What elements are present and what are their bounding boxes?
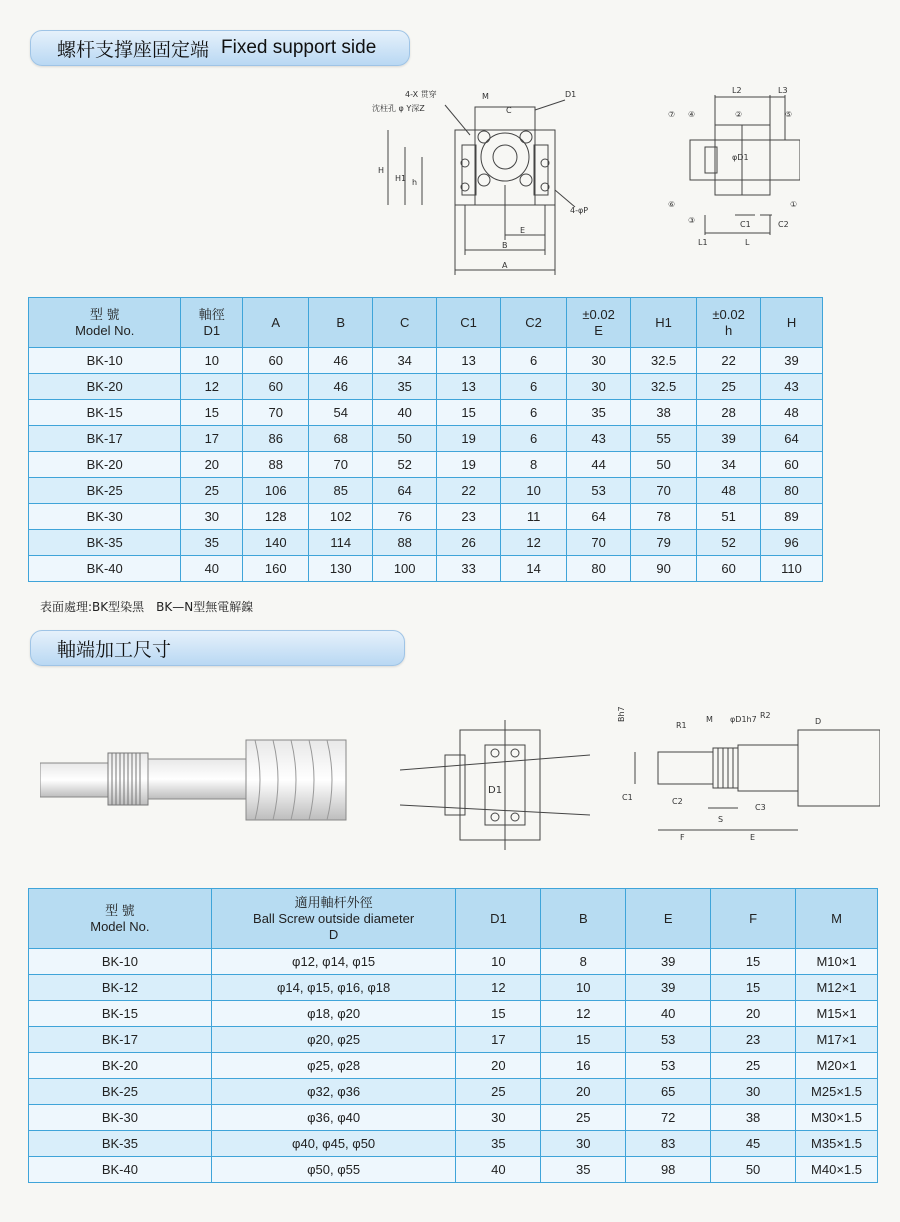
table-cell: 88 bbox=[373, 530, 437, 556]
table-cell: 28 bbox=[697, 400, 761, 426]
drawing4-label-f: F bbox=[680, 833, 685, 842]
table2-header-line: D bbox=[328, 926, 339, 942]
table-cell: 22 bbox=[697, 348, 761, 374]
table1-header-cell bbox=[567, 298, 631, 348]
table-cell: 51 bbox=[697, 504, 761, 530]
table-cell: 70 bbox=[243, 400, 309, 426]
table-cell: BK-15 bbox=[29, 1001, 212, 1027]
table-cell: 53 bbox=[626, 1053, 711, 1079]
table-cell: BK-17 bbox=[29, 426, 181, 452]
table-cell: 10 bbox=[501, 478, 567, 504]
drawing1-label-p: 4-φP bbox=[570, 206, 589, 215]
table-cell: 40 bbox=[626, 1001, 711, 1027]
table-row bbox=[29, 452, 823, 478]
table-cell: 46 bbox=[309, 348, 373, 374]
table-cell: 10 bbox=[181, 348, 243, 374]
drawing2-label-l: L bbox=[745, 238, 750, 247]
table-cell: 30 bbox=[456, 1105, 541, 1131]
table1-header-cell bbox=[697, 298, 761, 348]
table2-header-cell bbox=[211, 889, 456, 949]
table-cell: 6 bbox=[501, 400, 567, 426]
table-cell: 64 bbox=[567, 504, 631, 530]
table-cell: 86 bbox=[243, 426, 309, 452]
table-cell: 34 bbox=[697, 452, 761, 478]
table-cell: φ25, φ28 bbox=[211, 1053, 456, 1079]
table-cell: φ32, φ36 bbox=[211, 1079, 456, 1105]
table-cell: 39 bbox=[626, 949, 711, 975]
table-cell: 64 bbox=[373, 478, 437, 504]
table2-header-cell bbox=[541, 889, 626, 949]
table-cell: 44 bbox=[567, 452, 631, 478]
table2-header-line: D1 bbox=[490, 910, 507, 926]
table1-header-cell bbox=[243, 298, 309, 348]
table1-header-cell bbox=[181, 298, 243, 348]
table-cell: 32.5 bbox=[631, 348, 697, 374]
table1-header-cell bbox=[309, 298, 373, 348]
table-cell: 25 bbox=[711, 1053, 796, 1079]
table2-header-line: Model No. bbox=[90, 918, 150, 934]
table-cell: 43 bbox=[567, 426, 631, 452]
table-cell: 79 bbox=[631, 530, 697, 556]
table1-header-bottom: Model No. bbox=[75, 322, 135, 338]
table-cell: 43 bbox=[761, 374, 823, 400]
table-cell: 30 bbox=[711, 1079, 796, 1105]
table-cell: φ18, φ20 bbox=[211, 1001, 456, 1027]
table-cell: BK-30 bbox=[29, 504, 181, 530]
table-cell: 88 bbox=[243, 452, 309, 478]
table-cell: 60 bbox=[243, 348, 309, 374]
table-cell: M35×1.5 bbox=[796, 1131, 878, 1157]
table-cell: 53 bbox=[626, 1027, 711, 1053]
table-cell: 64 bbox=[761, 426, 823, 452]
drawing4-label-r2: R2 bbox=[760, 711, 771, 720]
drawing1-label-d1: D1 bbox=[565, 90, 577, 99]
table-cell: M40×1.5 bbox=[796, 1157, 878, 1183]
table-row bbox=[29, 1105, 878, 1131]
drawing2-label-2: ② bbox=[735, 110, 743, 119]
table1-header-top: 型 號 bbox=[89, 306, 120, 322]
table-cell: 60 bbox=[243, 374, 309, 400]
table-cell: 70 bbox=[309, 452, 373, 478]
table-cell: 76 bbox=[373, 504, 437, 530]
table1-header-cell bbox=[631, 298, 697, 348]
surface-treatment-note: 表面處理:BK型染黑 BK—N型無電解鎳 bbox=[40, 600, 254, 614]
drawing4-label-c1: C1 bbox=[622, 793, 633, 802]
table2-header-row bbox=[29, 889, 878, 949]
table-cell: 10 bbox=[456, 949, 541, 975]
table-cell: 30 bbox=[181, 504, 243, 530]
table-cell: M15×1 bbox=[796, 1001, 878, 1027]
table1-header-top: ±0.02 bbox=[712, 306, 745, 322]
table-cell: BK-35 bbox=[29, 530, 181, 556]
drawing2-label-5: ⑤ bbox=[785, 110, 793, 119]
table-cell: M20×1 bbox=[796, 1053, 878, 1079]
drawing2-label-l2: L2 bbox=[732, 86, 742, 95]
table-cell: 50 bbox=[711, 1157, 796, 1183]
table-cell: BK-17 bbox=[29, 1027, 212, 1053]
drawing1-label-a: A bbox=[502, 261, 508, 270]
table-cell: 20 bbox=[456, 1053, 541, 1079]
table-cell: 8 bbox=[541, 949, 626, 975]
ball-screw-illustration bbox=[40, 735, 350, 830]
table-cell: 20 bbox=[541, 1079, 626, 1105]
table-cell: BK-10 bbox=[29, 949, 212, 975]
table-cell: 23 bbox=[711, 1027, 796, 1053]
table-cell: 25 bbox=[541, 1105, 626, 1131]
table-cell: 23 bbox=[437, 504, 501, 530]
table-cell: 6 bbox=[501, 426, 567, 452]
drawing1-label-x: 4-X 贯穿 bbox=[405, 90, 437, 99]
drawing2-label-c1: C1 bbox=[740, 220, 751, 229]
table-row bbox=[29, 1157, 878, 1183]
table-cell: 15 bbox=[711, 949, 796, 975]
table-row bbox=[29, 426, 823, 452]
table-row bbox=[29, 556, 823, 582]
table-cell: 102 bbox=[309, 504, 373, 530]
table-cell: φ12, φ14, φ15 bbox=[211, 949, 456, 975]
table2-header-line: F bbox=[749, 910, 758, 926]
drawing3-label-d1: D1 bbox=[488, 785, 503, 796]
drawing2-label-d1: φD1 bbox=[732, 153, 749, 162]
table-cell: 25 bbox=[697, 374, 761, 400]
table-cell: 98 bbox=[626, 1157, 711, 1183]
table-cell: φ50, φ55 bbox=[211, 1157, 456, 1183]
table-cell: 90 bbox=[631, 556, 697, 582]
table-cell: 17 bbox=[456, 1027, 541, 1053]
drawing2-label-c2: C2 bbox=[778, 220, 789, 229]
table-cell: 11 bbox=[501, 504, 567, 530]
table-row bbox=[29, 478, 823, 504]
table2-header-line: 型 號 bbox=[105, 902, 135, 918]
table-cell: 35 bbox=[456, 1131, 541, 1157]
table-row bbox=[29, 504, 823, 530]
table-cell: φ20, φ25 bbox=[211, 1027, 456, 1053]
table-cell: 6 bbox=[501, 348, 567, 374]
table-cell: 60 bbox=[761, 452, 823, 478]
table-cell: 72 bbox=[626, 1105, 711, 1131]
table1-header-bottom: H1 bbox=[655, 314, 672, 330]
table-cell: 25 bbox=[181, 478, 243, 504]
table-cell: φ40, φ45, φ50 bbox=[211, 1131, 456, 1157]
table-cell: 15 bbox=[181, 400, 243, 426]
table-cell: φ14, φ15, φ16, φ18 bbox=[211, 975, 456, 1001]
table-row bbox=[29, 1027, 878, 1053]
table1-header-bottom: E bbox=[594, 322, 603, 338]
drawing1-label-c: C bbox=[506, 106, 512, 115]
table-cell: BK-20 bbox=[29, 1053, 212, 1079]
table-cell: 13 bbox=[437, 374, 501, 400]
drawing4-label-r1: R1 bbox=[676, 721, 687, 730]
table-cell: 140 bbox=[243, 530, 309, 556]
table-cell: 45 bbox=[711, 1131, 796, 1157]
table-row bbox=[29, 1001, 878, 1027]
table-cell: 70 bbox=[631, 478, 697, 504]
table1-header-top: ±0.02 bbox=[582, 306, 615, 322]
table-cell: 96 bbox=[761, 530, 823, 556]
table1-header-cell bbox=[29, 298, 181, 348]
table-cell: BK-20 bbox=[29, 374, 181, 400]
table-cell: 34 bbox=[373, 348, 437, 374]
table-cell: 20 bbox=[181, 452, 243, 478]
table1-header-cell bbox=[373, 298, 437, 348]
drawing1-label-b: B bbox=[502, 241, 508, 250]
table-cell: 48 bbox=[761, 400, 823, 426]
table-cell: φ36, φ40 bbox=[211, 1105, 456, 1131]
table-cell: 114 bbox=[309, 530, 373, 556]
table1-header-bottom: C2 bbox=[525, 314, 542, 330]
drawing4-label-e: E bbox=[750, 833, 756, 842]
table-cell: 130 bbox=[309, 556, 373, 582]
drawing4-label-s: S bbox=[718, 815, 724, 824]
drawing4-label-c3: C3 bbox=[755, 803, 766, 812]
drawing1-label-h: H bbox=[378, 166, 385, 175]
table-cell: 6 bbox=[501, 374, 567, 400]
table-cell: BK-10 bbox=[29, 348, 181, 374]
drawing1-label-counterbore: 沈柱孔 φ Y深Z bbox=[372, 104, 425, 113]
table-cell: 19 bbox=[437, 426, 501, 452]
table-cell: 52 bbox=[697, 530, 761, 556]
table-cell: 26 bbox=[437, 530, 501, 556]
table-cell: 128 bbox=[243, 504, 309, 530]
front-view-drawing bbox=[360, 85, 600, 280]
table-cell: 50 bbox=[373, 426, 437, 452]
table-cell: 25 bbox=[456, 1079, 541, 1105]
table-cell: 39 bbox=[626, 975, 711, 1001]
table-cell: BK-15 bbox=[29, 400, 181, 426]
table-cell: 46 bbox=[309, 374, 373, 400]
table-cell: 10 bbox=[541, 975, 626, 1001]
shaft-end-dimension-drawing bbox=[610, 700, 880, 860]
table-row bbox=[29, 1079, 878, 1105]
table-cell: 70 bbox=[567, 530, 631, 556]
table-cell: 15 bbox=[456, 1001, 541, 1027]
fixed-support-dimension-table bbox=[28, 297, 823, 582]
drawing2-label-4: ④ bbox=[688, 110, 696, 119]
table-cell: 15 bbox=[711, 975, 796, 1001]
table-cell: 110 bbox=[761, 556, 823, 582]
table-cell: 68 bbox=[309, 426, 373, 452]
table-cell: M12×1 bbox=[796, 975, 878, 1001]
shaft-end-dimension-table bbox=[28, 888, 878, 1183]
table-row bbox=[29, 975, 878, 1001]
table2-header-line: 適用軸杆外徑 bbox=[294, 894, 373, 910]
table-cell: 8 bbox=[501, 452, 567, 478]
table1-header-cell bbox=[437, 298, 501, 348]
drawing1-label-hh: h bbox=[412, 178, 418, 187]
table-cell: 12 bbox=[541, 1001, 626, 1027]
table-row bbox=[29, 400, 823, 426]
table1-header-top: 軸徑 bbox=[198, 306, 225, 322]
table-cell: BK-30 bbox=[29, 1105, 212, 1131]
table-cell: BK-35 bbox=[29, 1131, 212, 1157]
table-cell: 40 bbox=[456, 1157, 541, 1183]
table-cell: 80 bbox=[761, 478, 823, 504]
table-cell: 32.5 bbox=[631, 374, 697, 400]
section-title-shaft-end bbox=[30, 630, 405, 666]
table-row bbox=[29, 1053, 878, 1079]
drawing4-label-m: M bbox=[706, 715, 713, 724]
table-row bbox=[29, 374, 823, 400]
drawing2-label-7: ⑦ bbox=[668, 110, 676, 119]
table-cell: BK-12 bbox=[29, 975, 212, 1001]
table-cell: 15 bbox=[541, 1027, 626, 1053]
table1-header-bottom: C1 bbox=[460, 314, 477, 330]
table-row bbox=[29, 530, 823, 556]
table-cell: 100 bbox=[373, 556, 437, 582]
table-cell: 78 bbox=[631, 504, 697, 530]
drawing4-label-bh7: Bh7 bbox=[617, 706, 626, 722]
table-cell: BK-40 bbox=[29, 1157, 212, 1183]
table1-header-bottom: B bbox=[336, 314, 346, 330]
table-cell: 12 bbox=[181, 374, 243, 400]
table-cell: 14 bbox=[501, 556, 567, 582]
section2-title-cn: 軸端加工尺寸 bbox=[57, 638, 172, 661]
table-cell: 50 bbox=[631, 452, 697, 478]
table-cell: 35 bbox=[541, 1157, 626, 1183]
table-cell: 30 bbox=[567, 374, 631, 400]
table1-header-bottom: h bbox=[724, 322, 733, 338]
table1-header-cell bbox=[761, 298, 823, 348]
table-cell: 53 bbox=[567, 478, 631, 504]
table2-header-cell bbox=[711, 889, 796, 949]
table2-header-cell bbox=[796, 889, 878, 949]
table2-header-cell bbox=[29, 889, 212, 949]
table2-header-line: B bbox=[578, 910, 588, 926]
table-cell: 39 bbox=[761, 348, 823, 374]
table-cell: 39 bbox=[697, 426, 761, 452]
drawing4-label-d1h7: φD1h7 bbox=[730, 715, 757, 724]
table1-header-row bbox=[29, 298, 823, 348]
table-cell: 12 bbox=[501, 530, 567, 556]
table-cell: 65 bbox=[626, 1079, 711, 1105]
table2-header-cell bbox=[456, 889, 541, 949]
table-cell: 40 bbox=[373, 400, 437, 426]
section-title-en: Fixed support side bbox=[221, 37, 377, 58]
table-cell: 17 bbox=[181, 426, 243, 452]
table-cell: 85 bbox=[309, 478, 373, 504]
drawing4-label-d: D bbox=[815, 717, 822, 726]
table-cell: 54 bbox=[309, 400, 373, 426]
table-cell: 48 bbox=[697, 478, 761, 504]
table-cell: 19 bbox=[437, 452, 501, 478]
drawing2-label-l1: L1 bbox=[698, 238, 708, 247]
table-cell: 38 bbox=[631, 400, 697, 426]
table2-header-line: M bbox=[831, 910, 842, 926]
table-cell: 106 bbox=[243, 478, 309, 504]
table1-header-bottom: C bbox=[399, 314, 410, 330]
table-cell: 83 bbox=[626, 1131, 711, 1157]
table-cell: 16 bbox=[541, 1053, 626, 1079]
table-cell: BK-25 bbox=[29, 1079, 212, 1105]
table-cell: 30 bbox=[567, 348, 631, 374]
table-cell: 160 bbox=[243, 556, 309, 582]
table2-header-line: Ball Screw outside diameter bbox=[253, 910, 415, 926]
section-view-drawing bbox=[660, 85, 800, 250]
table-cell: 35 bbox=[373, 374, 437, 400]
drawing1-label-h1: H1 bbox=[395, 174, 407, 183]
drawing2-label-1: ① bbox=[790, 200, 798, 209]
table-cell: 30 bbox=[541, 1131, 626, 1157]
section-title-fixed-support bbox=[30, 30, 410, 66]
drawing2-label-l3: L3 bbox=[778, 86, 788, 95]
table-cell: M17×1 bbox=[796, 1027, 878, 1053]
drawing1-label-e: E bbox=[520, 226, 526, 235]
section-title-cn: 螺杆支撑座固定端 bbox=[57, 38, 210, 61]
table-cell: 33 bbox=[437, 556, 501, 582]
table-row bbox=[29, 1131, 878, 1157]
table-row bbox=[29, 348, 823, 374]
table-cell: 55 bbox=[631, 426, 697, 452]
table2-header-cell bbox=[626, 889, 711, 949]
table-cell: 60 bbox=[697, 556, 761, 582]
table-cell: 12 bbox=[456, 975, 541, 1001]
drawing1-label-m: M bbox=[482, 92, 489, 101]
table-cell: 13 bbox=[437, 348, 501, 374]
table-cell: M25×1.5 bbox=[796, 1079, 878, 1105]
table1-header-bottom: H bbox=[786, 314, 797, 330]
table-cell: 22 bbox=[437, 478, 501, 504]
table-cell: BK-20 bbox=[29, 452, 181, 478]
table-cell: 80 bbox=[567, 556, 631, 582]
table-cell: 52 bbox=[373, 452, 437, 478]
assembly-drawing bbox=[400, 715, 590, 855]
table-cell: 89 bbox=[761, 504, 823, 530]
table-cell: M10×1 bbox=[796, 949, 878, 975]
table-cell: 35 bbox=[567, 400, 631, 426]
drawing4-label-c2: C2 bbox=[672, 797, 683, 806]
drawing2-label-6: ⑥ bbox=[668, 200, 676, 209]
table-cell: 40 bbox=[181, 556, 243, 582]
table-cell: M30×1.5 bbox=[796, 1105, 878, 1131]
table-cell: 20 bbox=[711, 1001, 796, 1027]
table-cell: BK-40 bbox=[29, 556, 181, 582]
table1-header-bottom: D1 bbox=[203, 322, 221, 338]
table1-header-cell bbox=[501, 298, 567, 348]
table2-header-line: E bbox=[663, 910, 673, 926]
drawing2-label-3: ③ bbox=[688, 216, 696, 225]
table-cell: 38 bbox=[711, 1105, 796, 1131]
table-cell: BK-25 bbox=[29, 478, 181, 504]
table-row bbox=[29, 949, 878, 975]
table1-header-bottom: A bbox=[271, 314, 281, 330]
table-cell: 35 bbox=[181, 530, 243, 556]
table-cell: 15 bbox=[437, 400, 501, 426]
